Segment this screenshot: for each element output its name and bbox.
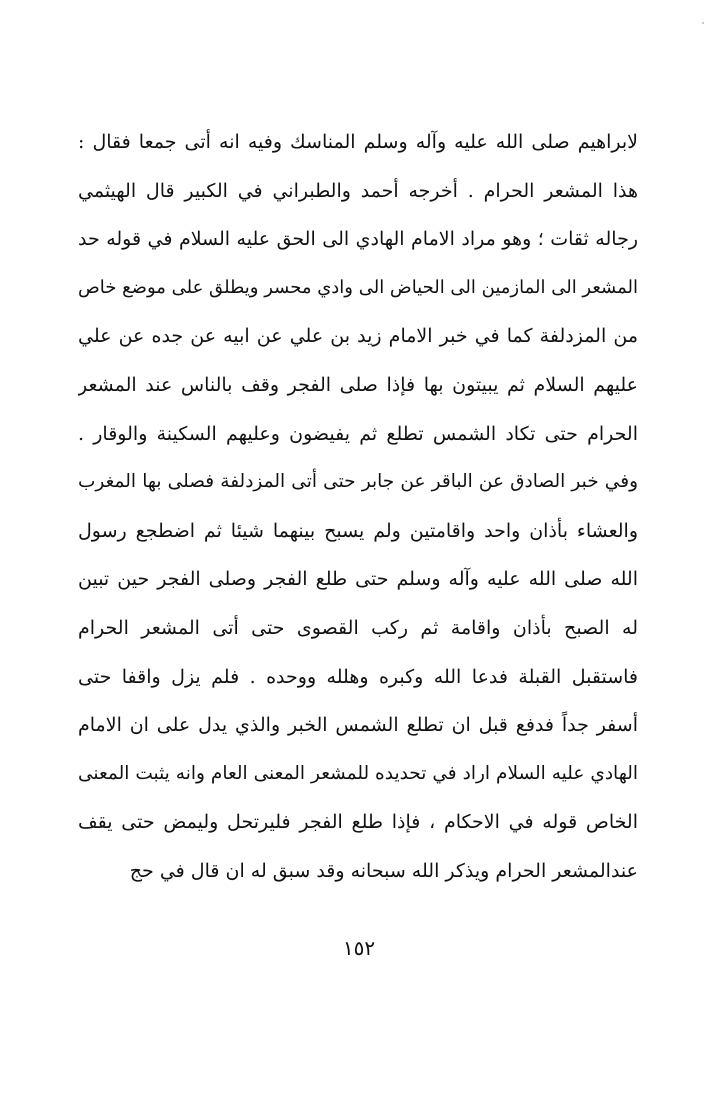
text-line: لابراهيم صلى الله عليه وآله وسلم المناسك وفيه انه أتى جمعا فقال : bbox=[78, 131, 638, 153]
text-line: وفي خبر الصادق عن الباقر عن جابر حتى أتى المزدلفة فصلى بها المغرب bbox=[78, 471, 638, 493]
text-line: الهادي عليه السلام اراد في تحديده للمشعر المعنى العام وانه يثبت المعنى bbox=[78, 762, 638, 784]
text-line: المشعر الى المازمين الى الحياض الى وادي محسر ويطلق على موضع خاص bbox=[78, 276, 638, 298]
text-line: فاستقبل القبلة فدعا الله وكبره وهلله ووحده . فلم يزل واقفا حتى bbox=[78, 665, 638, 688]
text-line: أسفر جداً فدفع قبل ان تطلع الشمس الخبر والذي يدل على ان الامام bbox=[78, 714, 638, 737]
scan-speck bbox=[702, 22, 704, 24]
text-line: رجاله ثقات ؛ وهو مراد الامام الهادي الى الحق عليه السلام في قوله حد bbox=[78, 228, 638, 251]
text-line: والعشاء بأذان واحد واقامتين ولم يسبح بينهما شيئا ثم اضطجع رسول bbox=[78, 519, 638, 542]
text-line: الحرام حتى تكاد الشمس تطلع ثم يفيضون وعليهم السكينة والوقار . bbox=[78, 422, 638, 445]
page-number: ١٥٢ bbox=[342, 936, 376, 960]
text-line: عليهم السلام ثم يبيتون بها فإذا صلى الفجر وقف بالناس عند المشعر bbox=[78, 373, 638, 396]
text-line: الخاص قوله في الاحكام ، فإذا طلع الفجر فليرتحل وليمض حتى يقف bbox=[78, 811, 638, 834]
body-text bbox=[78, 118, 638, 896]
text-line: الله صلى الله عليه وآله وسلم حتى طلع الفجر وصلى الفجر حين تبين bbox=[78, 568, 638, 591]
text-line: عندالمشعر الحرام ويذكر الله سبحانه وقد سبق له ان قال في حج bbox=[129, 859, 638, 882]
text-line: له الصبح بأذان واقامة ثم ركب القصوى حتى أتى المشعر الحرام bbox=[78, 616, 638, 639]
text-line: هذا المشعر الحرام . أخرجه أحمد والطبراني في الكبير قال الهيثمي bbox=[78, 179, 638, 202]
text-line: من المزدلفة كما في خبر الامام زيد بن علي عن ابيه عن جده عن علي bbox=[78, 325, 638, 348]
